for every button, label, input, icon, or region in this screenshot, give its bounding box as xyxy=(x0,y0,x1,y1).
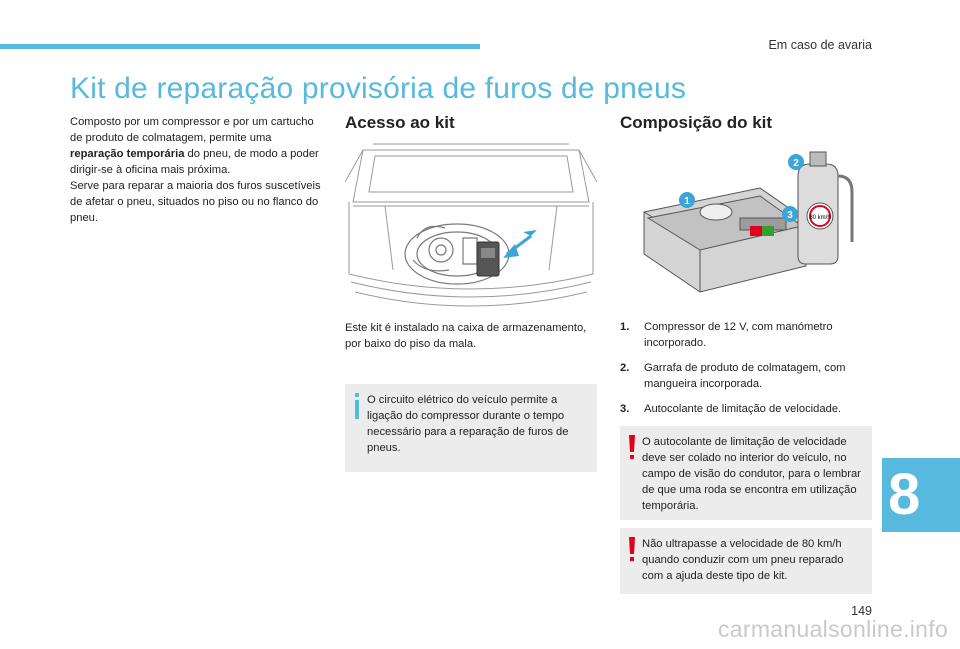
warning-note-speed-text: Não ultrapasse a velocidade de 80 km/h quando conduzir com um pneu reparado com a ajuda deste tipo de kit. xyxy=(642,538,844,582)
access-text: Este kit é instalado na caixa de armazenamento, por baixo do piso da mala. xyxy=(345,322,587,350)
callout-2-label: 2 xyxy=(793,158,799,169)
access-heading: Acesso ao kit xyxy=(345,113,455,132)
exclamation-icon xyxy=(626,537,638,563)
intro-bold: reparação temporária xyxy=(70,148,185,160)
intro-text-start: Composto por um compressor e por um cartucho de produto de colmatagem, permite uma xyxy=(70,116,314,144)
exclamation-icon xyxy=(626,435,638,461)
intro-paragraph xyxy=(70,114,326,226)
kit-illustration xyxy=(620,142,872,307)
list-item xyxy=(620,401,870,417)
list-item xyxy=(620,319,870,351)
trunk-illustration xyxy=(345,142,597,312)
callout-3-label: 3 xyxy=(787,210,793,221)
list-item-number: 2. xyxy=(620,362,630,374)
warning-note-sticker-text: O autocolante de limitação de velocidade deve ser colado no interior do veículo, no campo de visão do condutor, para o lembrar de que uma roda se encontra em utilização temporária. xyxy=(642,436,861,512)
list-item-text: Garrafa de produto de colmatagem, com mangueira incorporada. xyxy=(644,362,846,390)
kit-component-list xyxy=(620,319,870,426)
chapter-number: 8 xyxy=(888,462,921,527)
chapter-tab xyxy=(882,458,960,532)
page-title: Kit de reparação provisória de furos de pneus xyxy=(70,72,687,105)
list-item xyxy=(620,360,870,392)
list-item-number: 1. xyxy=(620,321,630,333)
page-number: 149 xyxy=(851,604,872,618)
callout-1-label: 1 xyxy=(684,196,690,207)
list-item-text: Autocolante de limitação de velocidade. xyxy=(644,403,842,415)
info-note-text: O circuito elétrico do veículo permite a ligação do compressor durante o tempo necessário para a reparação de furos de pneus. xyxy=(367,394,569,454)
info-icon xyxy=(351,393,363,419)
list-item-number: 3. xyxy=(620,403,630,415)
warning-note-sticker xyxy=(620,426,872,520)
sticker-speed-label: 80 km/h xyxy=(809,215,831,221)
top-accent-bar xyxy=(0,44,480,49)
watermark: carmanualsonline.info xyxy=(718,616,949,642)
list-item-text: Compressor de 12 V, com manómetro incorporado. xyxy=(644,321,833,349)
section-header: Em caso de avaria xyxy=(768,38,872,52)
info-note xyxy=(345,384,597,472)
intro-second: Serve para reparar a maioria dos furos suscetíveis de afetar o pneu, situados no piso ou no flanco do pneu. xyxy=(70,180,321,224)
composition-heading: Composição do kit xyxy=(620,113,773,132)
warning-note-speed xyxy=(620,528,872,594)
intro-text-end: do pneu, de modo a poder dirigir-se à oficina mais próxima. xyxy=(70,148,319,176)
